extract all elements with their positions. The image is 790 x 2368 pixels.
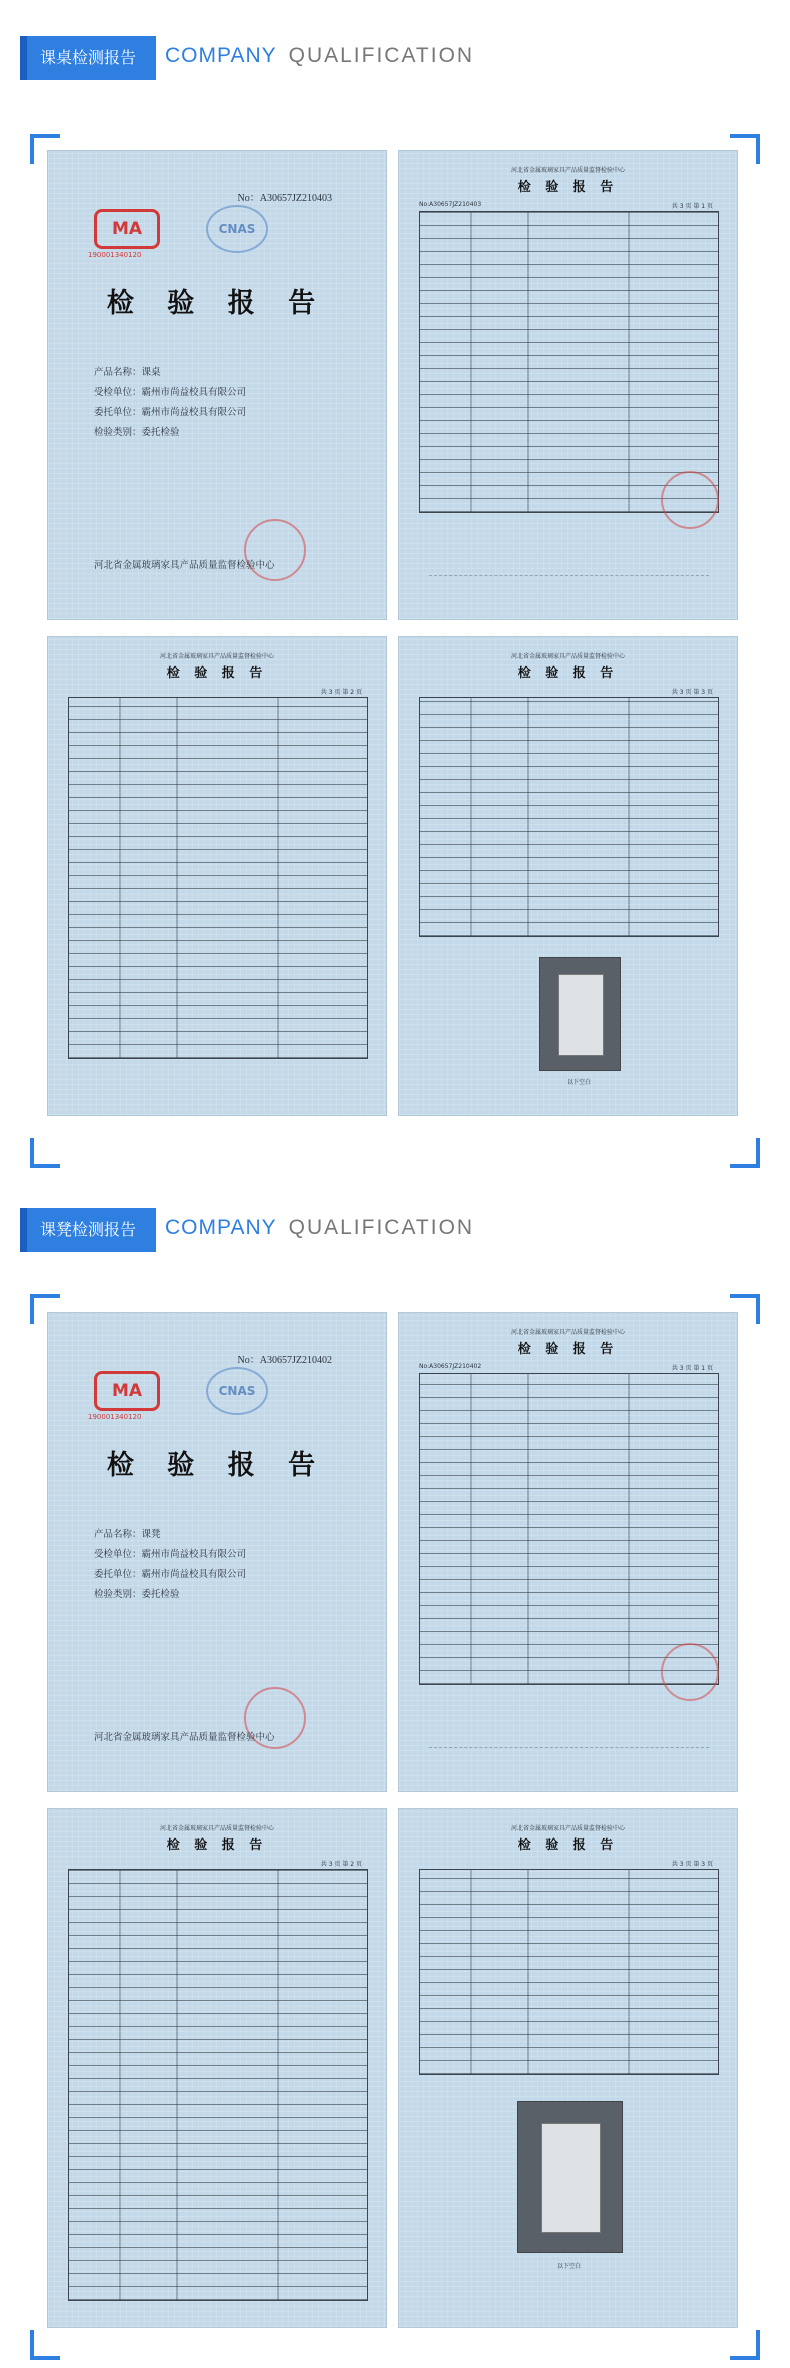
official-stamp bbox=[661, 471, 719, 529]
page-count: 共 3 页 第 3 页 bbox=[671, 689, 713, 696]
page-count: 共 3 页 第 3 页 bbox=[671, 1861, 713, 1868]
page-header bbox=[48, 651, 386, 681]
page-header bbox=[399, 165, 737, 195]
sample-photo bbox=[517, 2101, 623, 2253]
page-header-title: 检 验 报 告 bbox=[517, 180, 619, 195]
frame-corner-icon bbox=[730, 2330, 760, 2360]
ma-number: 190001340120 bbox=[88, 251, 142, 259]
cnas-logo: CNAS bbox=[206, 1367, 268, 1415]
info-table bbox=[419, 211, 719, 513]
heading-company: COMPANY bbox=[165, 1216, 277, 1239]
report-page-1 bbox=[398, 1312, 738, 1792]
photo-caption: 以下空白 bbox=[556, 2263, 581, 2270]
ma-number: 190001340120 bbox=[88, 1413, 142, 1421]
inspection-type: 检验类别：委托检验 bbox=[94, 1589, 180, 1600]
page-header-org: 河北省金属玻璃家具产品质量监督检验中心 bbox=[159, 1825, 274, 1832]
product-name: 产品名称：课凳 bbox=[94, 1529, 161, 1540]
official-stamp bbox=[244, 519, 306, 581]
section-tag: 课桌检测报告 bbox=[20, 36, 156, 80]
page-header-org: 河北省金属玻璃家具产品质量监督检验中心 bbox=[510, 167, 625, 174]
frame-corner-icon bbox=[30, 2330, 60, 2360]
official-stamp bbox=[661, 1643, 719, 1701]
cover-footer: 河北省金属玻璃家具产品质量监督检验中心 bbox=[94, 1732, 275, 1743]
section-tag: 课凳检测报告 bbox=[20, 1208, 156, 1252]
ma-logo: MA bbox=[94, 209, 160, 249]
report-page-3 bbox=[398, 1808, 738, 2328]
stool-report-section bbox=[0, 1160, 790, 2368]
report-number: No：A30657JZ210403 bbox=[237, 193, 332, 204]
page-header bbox=[399, 1327, 737, 1357]
section-tag-edge bbox=[20, 1208, 27, 1252]
inspected-unit: 受检单位：霸州市尚益校具有限公司 bbox=[94, 387, 247, 398]
cover-info bbox=[94, 363, 246, 443]
signature-row bbox=[429, 1733, 709, 1748]
product-name: 产品名称：课桌 bbox=[94, 367, 161, 378]
section-heading bbox=[165, 1216, 474, 1240]
report-page-2 bbox=[47, 636, 387, 1116]
report-cover-page bbox=[47, 150, 387, 620]
page-number-code: No:A30657JZ210403 bbox=[419, 201, 482, 208]
result-table bbox=[419, 1869, 719, 2075]
heading-qualification: QUALIFICATION bbox=[288, 1216, 475, 1239]
photo-caption: 以下空白 bbox=[566, 1079, 591, 1086]
stool-image bbox=[541, 2123, 601, 2233]
report-page-3 bbox=[398, 636, 738, 1116]
desk-image bbox=[558, 974, 605, 1057]
heading-qualification: QUALIFICATION bbox=[288, 44, 475, 67]
sample-photo bbox=[539, 957, 621, 1071]
signature-row bbox=[429, 561, 709, 576]
result-table bbox=[68, 1869, 368, 2301]
result-table bbox=[68, 697, 368, 1059]
page-header-title: 检 验 报 告 bbox=[517, 1342, 619, 1357]
page-count: 共 3 页 第 1 页 bbox=[671, 203, 713, 210]
page-header bbox=[399, 1823, 737, 1853]
client-unit: 委托单位：霸州市尚益校具有限公司 bbox=[94, 1569, 247, 1580]
desk-report-section bbox=[0, 0, 790, 1160]
cnas-logo: CNAS bbox=[206, 205, 268, 253]
ma-logo: MA bbox=[94, 1371, 160, 1411]
inspection-type: 检验类别：委托检验 bbox=[94, 427, 180, 438]
page-header-title: 检 验 报 告 bbox=[517, 1838, 619, 1853]
cover-title: 检 验 报 告 bbox=[106, 288, 328, 319]
page-count: 共 3 页 第 2 页 bbox=[320, 689, 362, 696]
page-header-title: 检 验 报 告 bbox=[517, 666, 619, 681]
page-header bbox=[399, 651, 737, 681]
report-number: No：A30657JZ210402 bbox=[237, 1355, 332, 1366]
page-count: 共 3 页 第 2 页 bbox=[320, 1861, 362, 1868]
page-header-org: 河北省金属玻璃家具产品质量监督检验中心 bbox=[510, 1825, 625, 1832]
cover-info bbox=[94, 1525, 246, 1605]
report-page-1 bbox=[398, 150, 738, 620]
page-header-org: 河北省金属玻璃家具产品质量监督检验中心 bbox=[510, 653, 625, 660]
section-tag-edge bbox=[20, 36, 27, 80]
section-heading bbox=[165, 44, 474, 68]
page-header-org: 河北省金属玻璃家具产品质量监督检验中心 bbox=[159, 653, 274, 660]
report-page-2 bbox=[47, 1808, 387, 2328]
report-cover-page bbox=[47, 1312, 387, 1792]
client-unit: 委托单位：霸州市尚益校具有限公司 bbox=[94, 407, 247, 418]
heading-company: COMPANY bbox=[165, 44, 277, 67]
page-header-title: 检 验 报 告 bbox=[166, 666, 268, 681]
page-header-org: 河北省金属玻璃家具产品质量监督检验中心 bbox=[510, 1329, 625, 1336]
page-header bbox=[48, 1823, 386, 1853]
page-number-code: No:A30657JZ210402 bbox=[419, 1363, 482, 1370]
inspected-unit: 受检单位：霸州市尚益校具有限公司 bbox=[94, 1549, 247, 1560]
page-count: 共 3 页 第 1 页 bbox=[671, 1365, 713, 1372]
result-table bbox=[419, 697, 719, 937]
page-header-title: 检 验 报 告 bbox=[166, 1838, 268, 1853]
cover-footer: 河北省金属玻璃家具产品质量监督检验中心 bbox=[94, 560, 275, 571]
cover-title: 检 验 报 告 bbox=[106, 1450, 328, 1481]
info-table bbox=[419, 1373, 719, 1685]
